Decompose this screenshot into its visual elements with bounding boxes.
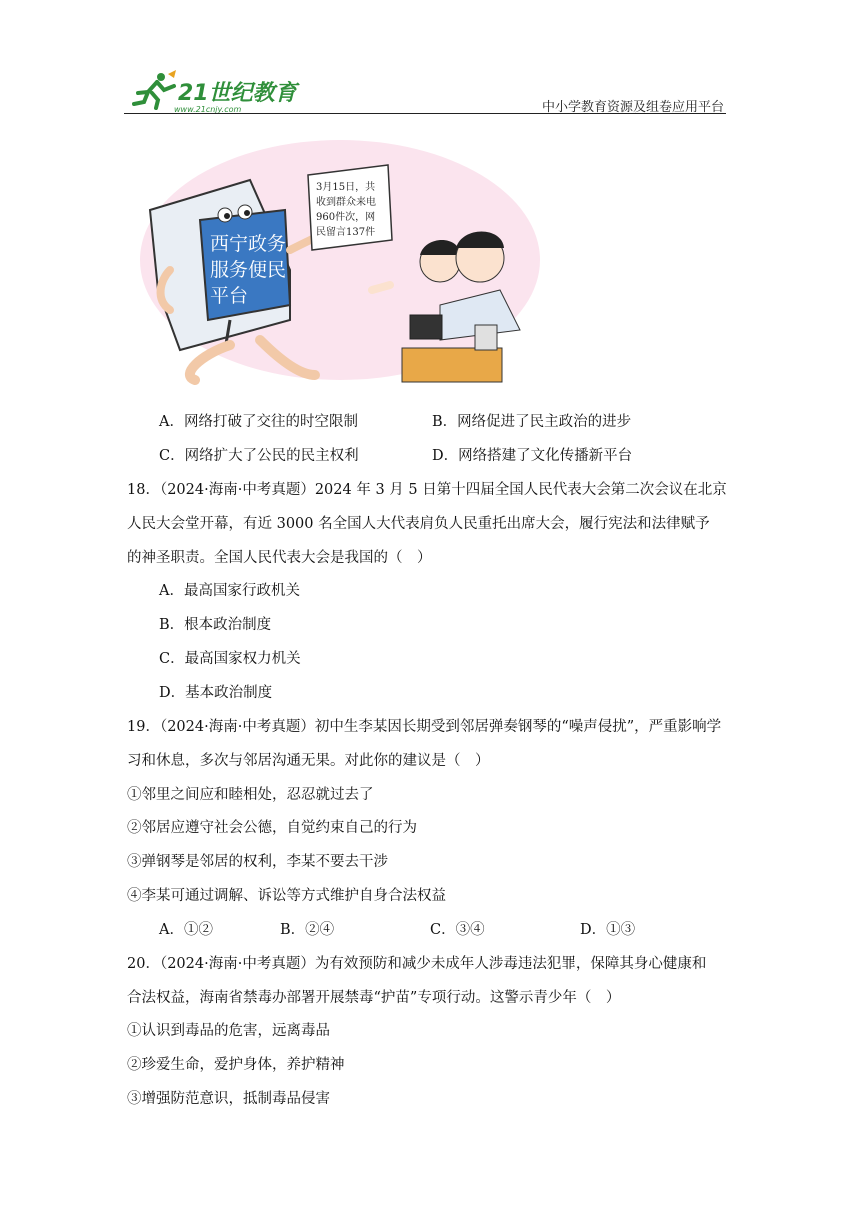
page-header <box>124 66 726 116</box>
screen-text-1: 西宁政务 <box>210 233 287 255</box>
q17-option-a: A．网络打破了交往的时空限制 <box>159 414 358 430</box>
q19-option-b: B．②④ <box>280 922 335 938</box>
q17-option-d: D．网络搭建了文化传播新平台 <box>432 448 633 464</box>
q18-option-d: D．基本政治制度 <box>159 685 273 701</box>
paper-text-1: 3月15日，共 <box>316 182 376 193</box>
q20-item-3: ③增强防范意识，抵制毒品侵害 <box>127 1091 330 1107</box>
q19-option-a: A．①② <box>159 922 213 938</box>
q17-option-b: B．网络促进了民主政治的进步 <box>432 414 632 430</box>
paper-text-3: 960件次，网 <box>316 212 376 223</box>
q20-item-1: ①认识到毒品的危害，远离毒品 <box>127 1023 330 1039</box>
logo-main-text: 21世纪教育 <box>178 81 297 106</box>
q19-item-3: ③弹钢琴是邻居的权利，李某不要去干涉 <box>127 854 388 870</box>
paper-document <box>308 165 392 250</box>
q19-item-1: ①邻里之间应和睦相处，忍忍就过去了 <box>127 787 374 803</box>
q18-stem-line-2: 人民大会堂开幕，有近 3000 名全国人大代表肩负人民重托出席大会，履行宪法和法律赋予 <box>127 516 710 532</box>
q19-option-c: C．③④ <box>430 922 485 938</box>
q19-stem-line-2: 习和休息，多次与邻居沟通无果。对此你的建议是（ ） <box>127 753 490 769</box>
q19-option-d: D．①③ <box>580 922 636 938</box>
logo-url-text: www.21cnjy.com <box>174 105 242 114</box>
q18-stem-line-1: 18．（2024·海南·中考真题）2024 年 3 月 5 日第十四届全国人民代表大会第二次会议在北京 <box>127 482 727 498</box>
q20-item-2: ②珍爱生命，爱护身体，养护精神 <box>127 1057 345 1073</box>
q18-option-c: C．最高国家权力机关 <box>159 651 301 667</box>
paper-text-2: 收到群众来电 <box>316 197 376 208</box>
q20-stem-line-2: 合法权益，海南省禁毒办部署开展禁毒“护苗”专项行动。这警示青少年（ ） <box>127 990 621 1006</box>
q19-item-2: ②邻居应遵守社会公德，自觉约束自己的行为 <box>127 820 417 836</box>
cartoon-illustration <box>140 140 540 390</box>
paper-text-4: 民留言137件 <box>316 227 376 238</box>
q20-stem-line-1: 20．（2024·海南·中考真题）为有效预防和减少未成年人涉毒违法犯罪，保障其身心健康和 <box>127 956 707 972</box>
q19-item-4: ④李某可通过调解、诉讼等方式维护自身合法权益 <box>127 888 446 904</box>
screen-text-3: 平台 <box>210 285 249 307</box>
q18-option-a: A．最高国家行政机关 <box>159 583 300 599</box>
platform-name: 中小学教育资源及组卷应用平台 <box>541 100 724 115</box>
header-divider <box>124 113 726 114</box>
runner-icon <box>134 70 176 108</box>
screen-text-2: 服务便民 <box>210 259 287 281</box>
q18-option-b: B．根本政治制度 <box>159 617 272 633</box>
q17-option-c: C．网络扩大了公民的民主权利 <box>159 448 359 464</box>
logo <box>124 66 304 116</box>
q18-stem-line-3: 的神圣职责。全国人民代表大会是我国的（ ） <box>127 550 432 566</box>
q19-stem-line-1: 19．（2024·海南·中考真题）初中生李某因长期受到邻居弹奏钢琴的“噪声侵扰”，严重影响学 <box>127 719 722 735</box>
